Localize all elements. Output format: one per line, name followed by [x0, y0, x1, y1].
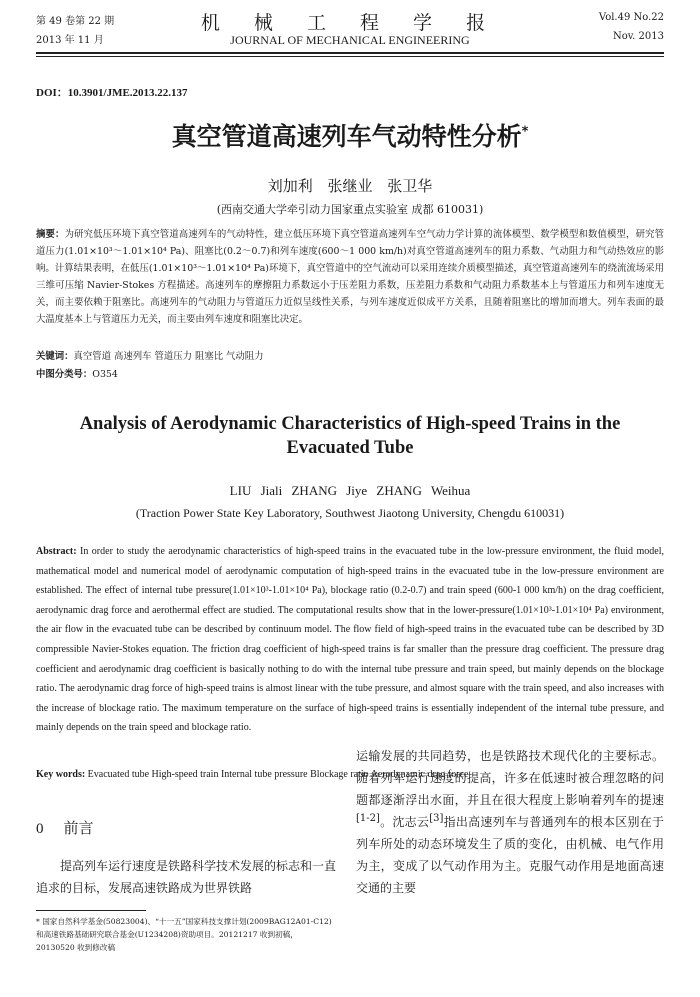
paper-title-cn — [0, 117, 700, 153]
classification-cn-label: 中图分类号： — [36, 369, 93, 380]
keywords-en-label: Key words: — [36, 769, 86, 780]
title-footnote-mark: * — [521, 124, 529, 140]
authors-cn: 刘加利 张继业 张卫华 — [267, 177, 433, 195]
footnote: * 国家自然科学基金(50823004)、“十一五”国家科技支撑计划(2009BAG12A01-C12)和高速铁路基础研究联合基金(U1234208)资助项目。20121217 收到初稿，20130520 收到修改稿 — [36, 917, 332, 952]
body-text-right — [356, 745, 664, 899]
body-text-left: 提高列车运行速度是铁路科学技术发展的标志和一直追求的目标，发展高速铁路成为世界铁路 — [36, 859, 337, 895]
abstract-cn-text: 为研究低压环境下真空管道高速列车的气动特性，建立低压环境下真空管道高速列车空气动力学计算的流体模型、数学模型和数值模型，研究管道压力(1.01×10³～1.01×10⁴ Pa)、阻塞比(0.2～0.7)和列车速度(600～1 000 km/h)对真空管道高速列车的阻力系数、气动阻力和气动热效应的影响。计算结果表明，在低压(1.01×10³～1.01×10⁴ Pa)环境下，真空管道中的空气流动可以采用连续介质模型描述，真空管道高速列车的绕流流场采用三维可压缩 Navier-Stokes 方程描述。高速列车的摩擦阻力系数远小于压差阻力系数，压差阻力系数和气动阻力系数基本上与管道压力和列车速度无关，而主要依赖于阻塞比。高速列车的气动阻力与管道压力近似呈线性关系，与列车速度近似成平方关系，且随着阻塞比的增加而增大。列车表面的最大温度基本上与管道压力无关，而主要由列车速度和阻塞比决定。 — [36, 229, 664, 325]
keywords-cn — [36, 348, 664, 362]
header-rule-thin — [36, 56, 664, 57]
body-right-part3: 指出高速列车与普通列车的根本区别在于列车所处的动态环境发生了质的变化，由机械、电气作用为主，变成了以气动作用为主。克服气动作用是地面高速交通的主要 — [356, 815, 664, 895]
header-date-en: Nov. 2013 — [612, 31, 664, 42]
header-date-cn: 2013 年 11 月 — [36, 35, 104, 46]
abstract-en-label: Abstract: — [36, 546, 77, 557]
keywords-cn-label: 关键词： — [36, 351, 74, 362]
abstract-cn-label: 摘要： — [36, 229, 65, 240]
abstract-en — [36, 542, 664, 738]
paper-title-cn-text: 真空管道高速列车气动特性分析 — [171, 122, 522, 151]
header-rule — [36, 52, 664, 54]
doi: DOI：10.3901/JME.2013.22.137 — [36, 87, 188, 99]
header-volume-cn: 第 49 卷第 22 期 — [36, 16, 115, 27]
classification-cn — [36, 366, 664, 380]
running-header — [36, 8, 664, 50]
abstract-en-text: In order to study the aerodynamic characteristics of high-speed trains in the evacuated tube in the low-pressure environment, the fluid model, mathematical model and numerical model of aerodynamic computation of high-speed trains in the evacuated tube in the low-pressure environment are established. The effect of internal tube pressure(1.01×10³-1.01×10⁴ Pa), blockage ratio (0.2-0.7) and train speed (600-1 000 km/h) on the drag coefficient, aerodynamic drag force and aerothermal effect are studied. The computational results show that in the lower-pressure(1.01×10³-1.01×10⁴ Pa) environment, the air flow in the evacuated tube can be described by continuum model. The flow field of high-speed trains in the evacuated tube can be described by 3D compressible Navier-Stokes equation. The friction drag coefficient of high-speed trains is far smaller than the pressure drag coefficient. The pressure drag coefficient and aerodynamic drag coefficient is basically nothing to do with the internal tube pressure and train speed, but mainly depends on the blockage ratio. The aerodynamic drag force of high-speed trains is almost linear with the tube pressure, and almost square with the train speed, and also increases with the increase of blockage ratio. The maximum temperature on the surface of high-speed trains is essentially independent of the internal tube pressure, and mainly depends on the train speed and blockage ratio. — [36, 546, 664, 734]
section-number: 0 — [36, 821, 44, 837]
affiliation-cn: (西南交通大学牵引动力国家重点实验室 成都 610031) — [216, 203, 484, 216]
section-heading — [36, 817, 94, 838]
body-right-part1: 运输发展的共同趋势，也是铁路技术现代化的主要标志。随着列车运行速度的提高，许多在低速时被合理忽略的问题都逐渐浮出水面，并且在很大程度上影响着列车的提速 — [356, 749, 664, 807]
citation-3: [3] — [429, 813, 444, 824]
journal-title-cn: 机 械 工 程 学 报 — [200, 12, 500, 34]
authors-en: LIU Jiali ZHANG Jiye ZHANG Weihua — [229, 483, 471, 498]
header-volume-en: Vol.49 No.22 — [598, 12, 664, 23]
section-title: 前言 — [63, 819, 94, 837]
classification-cn-text: O354 — [92, 369, 118, 380]
affiliation-en: (Traction Power State Key Laboratory, Southwest Jiaotong University, Chengdu 610031) — [135, 506, 565, 520]
keywords-en-text: Evacuated tube High-speed train Internal tube pressure Blockage ratio Aerodynamic drag force — [87, 769, 469, 780]
keywords-cn-text: 真空管道 高速列车 管道压力 阻塞比 气动阻力 — [73, 351, 264, 362]
footnote-rule — [36, 910, 146, 911]
body-right-part2: 。沈志云 — [379, 815, 430, 829]
citation-1-2: [1-2] — [356, 813, 380, 824]
journal-title-en: JOURNAL OF MECHANICAL ENGINEERING — [230, 33, 470, 47]
abstract-cn — [36, 226, 664, 328]
paper-title-en: Analysis of Aerodynamic Characteristics of High-speed Trains in the Evacuated Tube — [79, 414, 621, 458]
